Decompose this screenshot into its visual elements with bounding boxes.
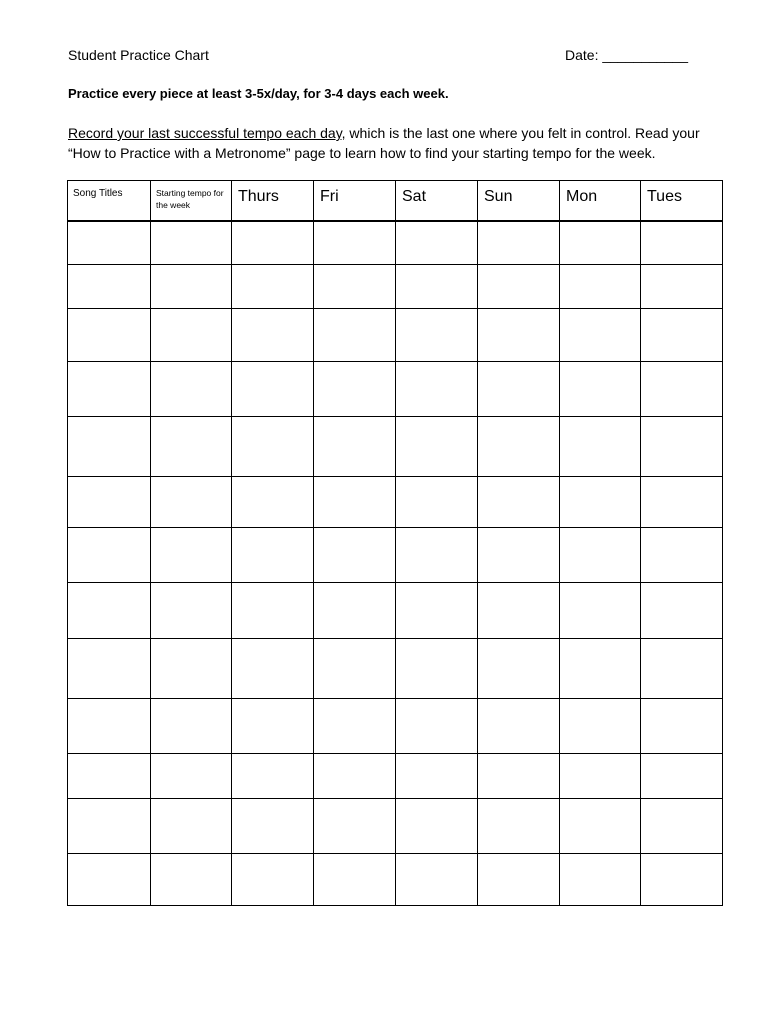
column-header-sat: Sat xyxy=(396,181,478,221)
cell-tues[interactable] xyxy=(641,854,723,906)
column-header-thurs: Thurs xyxy=(232,181,314,221)
cell-sun[interactable] xyxy=(478,309,560,362)
column-header-tues: Tues xyxy=(641,181,723,221)
cell-tues[interactable] xyxy=(641,583,723,639)
table-row xyxy=(68,417,723,477)
cell-mon[interactable] xyxy=(560,754,641,799)
cell-song[interactable] xyxy=(68,639,151,699)
table-row xyxy=(68,309,723,362)
cell-thurs[interactable] xyxy=(232,799,314,854)
cell-sat[interactable] xyxy=(396,362,478,417)
chart-body xyxy=(68,221,723,906)
cell-song[interactable] xyxy=(68,699,151,754)
table-row xyxy=(68,362,723,417)
cell-sun[interactable] xyxy=(478,583,560,639)
cell-sat[interactable] xyxy=(396,477,478,528)
cell-tues[interactable] xyxy=(641,754,723,799)
cell-tempo[interactable] xyxy=(151,417,232,477)
cell-sun[interactable] xyxy=(478,221,560,265)
cell-thurs[interactable] xyxy=(232,221,314,265)
cell-thurs[interactable] xyxy=(232,528,314,583)
table-row xyxy=(68,754,723,799)
cell-thurs[interactable] xyxy=(232,477,314,528)
cell-sat[interactable] xyxy=(396,699,478,754)
cell-song[interactable] xyxy=(68,583,151,639)
cell-fri[interactable] xyxy=(314,528,396,583)
cell-song[interactable] xyxy=(68,854,151,906)
cell-sat[interactable] xyxy=(396,799,478,854)
cell-fri[interactable] xyxy=(314,699,396,754)
practice-instruction: Practice every piece at least 3-5x/day, for 3-4 days each week. xyxy=(68,86,449,101)
cell-sat[interactable] xyxy=(396,754,478,799)
cell-sat[interactable] xyxy=(396,854,478,906)
column-header-starting-tempo: Starting tempo for the week xyxy=(151,181,232,221)
tempo-instructions-rest: which is the last one where you felt in control. Read your “How to Practice with a Metronome” page to learn how to find your starting tempo for the week. xyxy=(68,125,700,161)
cell-mon[interactable] xyxy=(560,417,641,477)
cell-sun[interactable] xyxy=(478,639,560,699)
cell-mon[interactable] xyxy=(560,639,641,699)
cell-sat[interactable] xyxy=(396,417,478,477)
cell-tempo[interactable] xyxy=(151,309,232,362)
cell-sun[interactable] xyxy=(478,265,560,309)
cell-song[interactable] xyxy=(68,417,151,477)
cell-mon[interactable] xyxy=(560,854,641,906)
cell-tempo[interactable] xyxy=(151,854,232,906)
cell-fri[interactable] xyxy=(314,309,396,362)
cell-thurs[interactable] xyxy=(232,265,314,309)
cell-thurs[interactable] xyxy=(232,417,314,477)
cell-sun[interactable] xyxy=(478,362,560,417)
cell-tues[interactable] xyxy=(641,799,723,854)
cell-sat[interactable] xyxy=(396,309,478,362)
cell-tempo[interactable] xyxy=(151,528,232,583)
table-row xyxy=(68,854,723,906)
cell-thurs[interactable] xyxy=(232,639,314,699)
cell-tues[interactable] xyxy=(641,528,723,583)
cell-tues[interactable] xyxy=(641,265,723,309)
table-row xyxy=(68,639,723,699)
cell-fri[interactable] xyxy=(314,639,396,699)
cell-sat[interactable] xyxy=(396,639,478,699)
cell-tempo[interactable] xyxy=(151,477,232,528)
cell-song[interactable] xyxy=(68,477,151,528)
table-row xyxy=(68,583,723,639)
cell-fri[interactable] xyxy=(314,583,396,639)
table-row xyxy=(68,699,723,754)
cell-thurs[interactable] xyxy=(232,854,314,906)
cell-tempo[interactable] xyxy=(151,221,232,265)
cell-sun[interactable] xyxy=(478,417,560,477)
cell-tempo[interactable] xyxy=(151,799,232,854)
cell-mon[interactable] xyxy=(560,799,641,854)
table-row xyxy=(68,221,723,265)
cell-tues[interactable] xyxy=(641,309,723,362)
cell-thurs[interactable] xyxy=(232,699,314,754)
cell-mon[interactable] xyxy=(560,699,641,754)
cell-fri[interactable] xyxy=(314,477,396,528)
table-row xyxy=(68,265,723,309)
page-title: Student Practice Chart xyxy=(68,47,209,63)
cell-tempo[interactable] xyxy=(151,362,232,417)
cell-tues[interactable] xyxy=(641,362,723,417)
cell-sun[interactable] xyxy=(478,699,560,754)
cell-sat[interactable] xyxy=(396,528,478,583)
cell-fri[interactable] xyxy=(314,265,396,309)
cell-sat[interactable] xyxy=(396,221,478,265)
cell-fri[interactable] xyxy=(314,221,396,265)
cell-sun[interactable] xyxy=(478,528,560,583)
cell-mon[interactable] xyxy=(560,362,641,417)
cell-mon[interactable] xyxy=(560,309,641,362)
cell-sat[interactable] xyxy=(396,583,478,639)
tempo-instructions-underlined: Record your last successful tempo each day, xyxy=(68,125,346,141)
cell-tues[interactable] xyxy=(641,699,723,754)
cell-thurs[interactable] xyxy=(232,583,314,639)
cell-fri[interactable] xyxy=(314,799,396,854)
chart-header-row xyxy=(68,181,723,221)
cell-thurs[interactable] xyxy=(232,754,314,799)
cell-tempo[interactable] xyxy=(151,699,232,754)
cell-tempo[interactable] xyxy=(151,265,232,309)
practice-chart xyxy=(67,180,723,906)
column-header-fri: Fri xyxy=(314,181,396,221)
cell-song[interactable] xyxy=(68,265,151,309)
cell-sun[interactable] xyxy=(478,854,560,906)
column-header-mon: Mon xyxy=(560,181,641,221)
cell-tues[interactable] xyxy=(641,477,723,528)
cell-sat[interactable] xyxy=(396,265,478,309)
cell-mon[interactable] xyxy=(560,265,641,309)
table-row xyxy=(68,799,723,854)
cell-thurs[interactable] xyxy=(232,309,314,362)
cell-tempo[interactable] xyxy=(151,639,232,699)
cell-song[interactable] xyxy=(68,309,151,362)
cell-mon[interactable] xyxy=(560,528,641,583)
cell-tues[interactable] xyxy=(641,639,723,699)
cell-mon[interactable] xyxy=(560,221,641,265)
cell-tues[interactable] xyxy=(641,417,723,477)
cell-song[interactable] xyxy=(68,221,151,265)
cell-tues[interactable] xyxy=(641,221,723,265)
cell-song[interactable] xyxy=(68,362,151,417)
cell-fri[interactable] xyxy=(314,854,396,906)
cell-thurs[interactable] xyxy=(232,362,314,417)
cell-sun[interactable] xyxy=(478,754,560,799)
cell-fri[interactable] xyxy=(314,362,396,417)
date-field: Date: ___________ xyxy=(565,47,688,63)
cell-song[interactable] xyxy=(68,799,151,854)
cell-song[interactable] xyxy=(68,754,151,799)
cell-mon[interactable] xyxy=(560,583,641,639)
cell-sun[interactable] xyxy=(478,799,560,854)
cell-fri[interactable] xyxy=(314,417,396,477)
cell-mon[interactable] xyxy=(560,477,641,528)
cell-song[interactable] xyxy=(68,528,151,583)
cell-fri[interactable] xyxy=(314,754,396,799)
cell-tempo[interactable] xyxy=(151,754,232,799)
cell-sun[interactable] xyxy=(478,477,560,528)
table-row xyxy=(68,528,723,583)
cell-tempo[interactable] xyxy=(151,583,232,639)
tempo-instructions xyxy=(68,123,718,163)
table-row xyxy=(68,477,723,528)
column-header-song-titles: Song Titles xyxy=(68,181,151,221)
column-header-sun: Sun xyxy=(478,181,560,221)
